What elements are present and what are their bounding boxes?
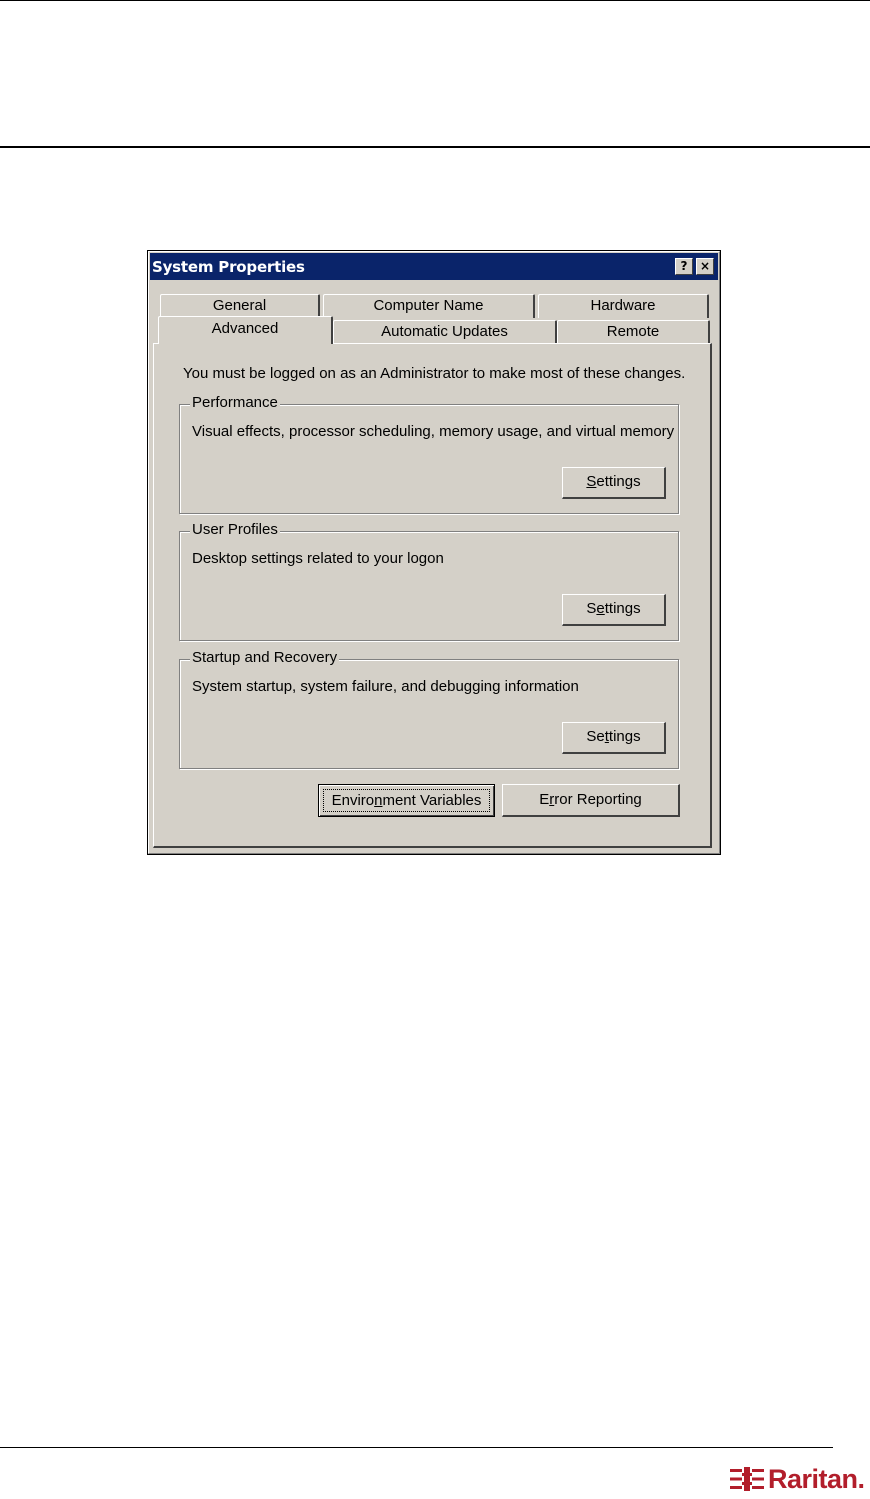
tab-advanced-label: Advanced: [211, 320, 279, 337]
tab-automatic-updates[interactable]: [333, 320, 557, 344]
tab-general[interactable]: [160, 294, 320, 318]
button-label: Se: [586, 728, 605, 745]
mnemonic: e: [596, 600, 605, 617]
button-label: tings: [608, 728, 641, 745]
raritan-logo-text: Raritan.: [768, 1463, 865, 1494]
help-button[interactable]: ?: [675, 258, 693, 275]
startup-recovery-group: [179, 649, 679, 769]
raritan-logo: [730, 1460, 865, 1498]
header-rule: [0, 146, 870, 148]
dialog-title: System Properties: [152, 258, 305, 276]
startup-recovery-description: System startup, system failure, and debugging information: [192, 678, 579, 695]
button-label: Enviro: [331, 792, 375, 809]
startup-recovery-title: Startup and Recovery: [192, 649, 338, 666]
environment-variables-button[interactable]: [318, 784, 495, 817]
performance-description: Visual effects, processor scheduling, memory usage, and virtual memory: [192, 423, 675, 440]
focus-rectangle: [323, 789, 490, 812]
close-button[interactable]: ×: [696, 258, 714, 275]
startup-recovery-settings-button[interactable]: [562, 722, 666, 754]
mnemonic: t: [604, 728, 609, 745]
user-profiles-settings-button[interactable]: [562, 594, 666, 626]
tab-computer-name-label: Computer Name: [373, 297, 484, 314]
system-properties-dialog: [147, 250, 721, 855]
button-label: ettings: [596, 473, 641, 490]
title-bar[interactable]: [150, 253, 718, 280]
footer-rule: [0, 1447, 833, 1448]
tab-automatic-updates-label: Automatic Updates: [381, 323, 508, 340]
user-profiles-group: [179, 521, 679, 641]
mnemonic: r: [549, 791, 555, 808]
user-profiles-title: User Profiles: [192, 521, 278, 538]
tab-remote-label: Remote: [606, 323, 660, 340]
user-profiles-description: Desktop settings related to your logon: [192, 550, 444, 567]
performance-group: [179, 394, 679, 514]
performance-title: Performance: [192, 394, 278, 411]
button-label: E: [539, 791, 550, 808]
tab-remote[interactable]: [557, 320, 710, 344]
tab-advanced[interactable]: [158, 316, 333, 344]
button-label: ttings: [604, 600, 641, 617]
button-label: ror Reporting: [554, 791, 642, 808]
tab-hardware[interactable]: [538, 294, 709, 318]
admin-notice: You must be logged on as an Administrator to make most of these changes.: [183, 365, 686, 382]
error-reporting-button[interactable]: [502, 784, 680, 817]
tab-hardware-label: Hardware: [590, 297, 656, 314]
performance-settings-button[interactable]: [562, 467, 666, 499]
mnemonic: n: [374, 792, 383, 809]
tab-general-label: General: [212, 297, 267, 314]
tab-computer-name[interactable]: [323, 294, 535, 318]
top-rule: [0, 0, 870, 1]
button-label: S: [586, 600, 597, 617]
raritan-logo-icon: [730, 1467, 764, 1491]
mnemonic: S: [586, 473, 597, 490]
button-label: ment Variables: [382, 792, 482, 809]
